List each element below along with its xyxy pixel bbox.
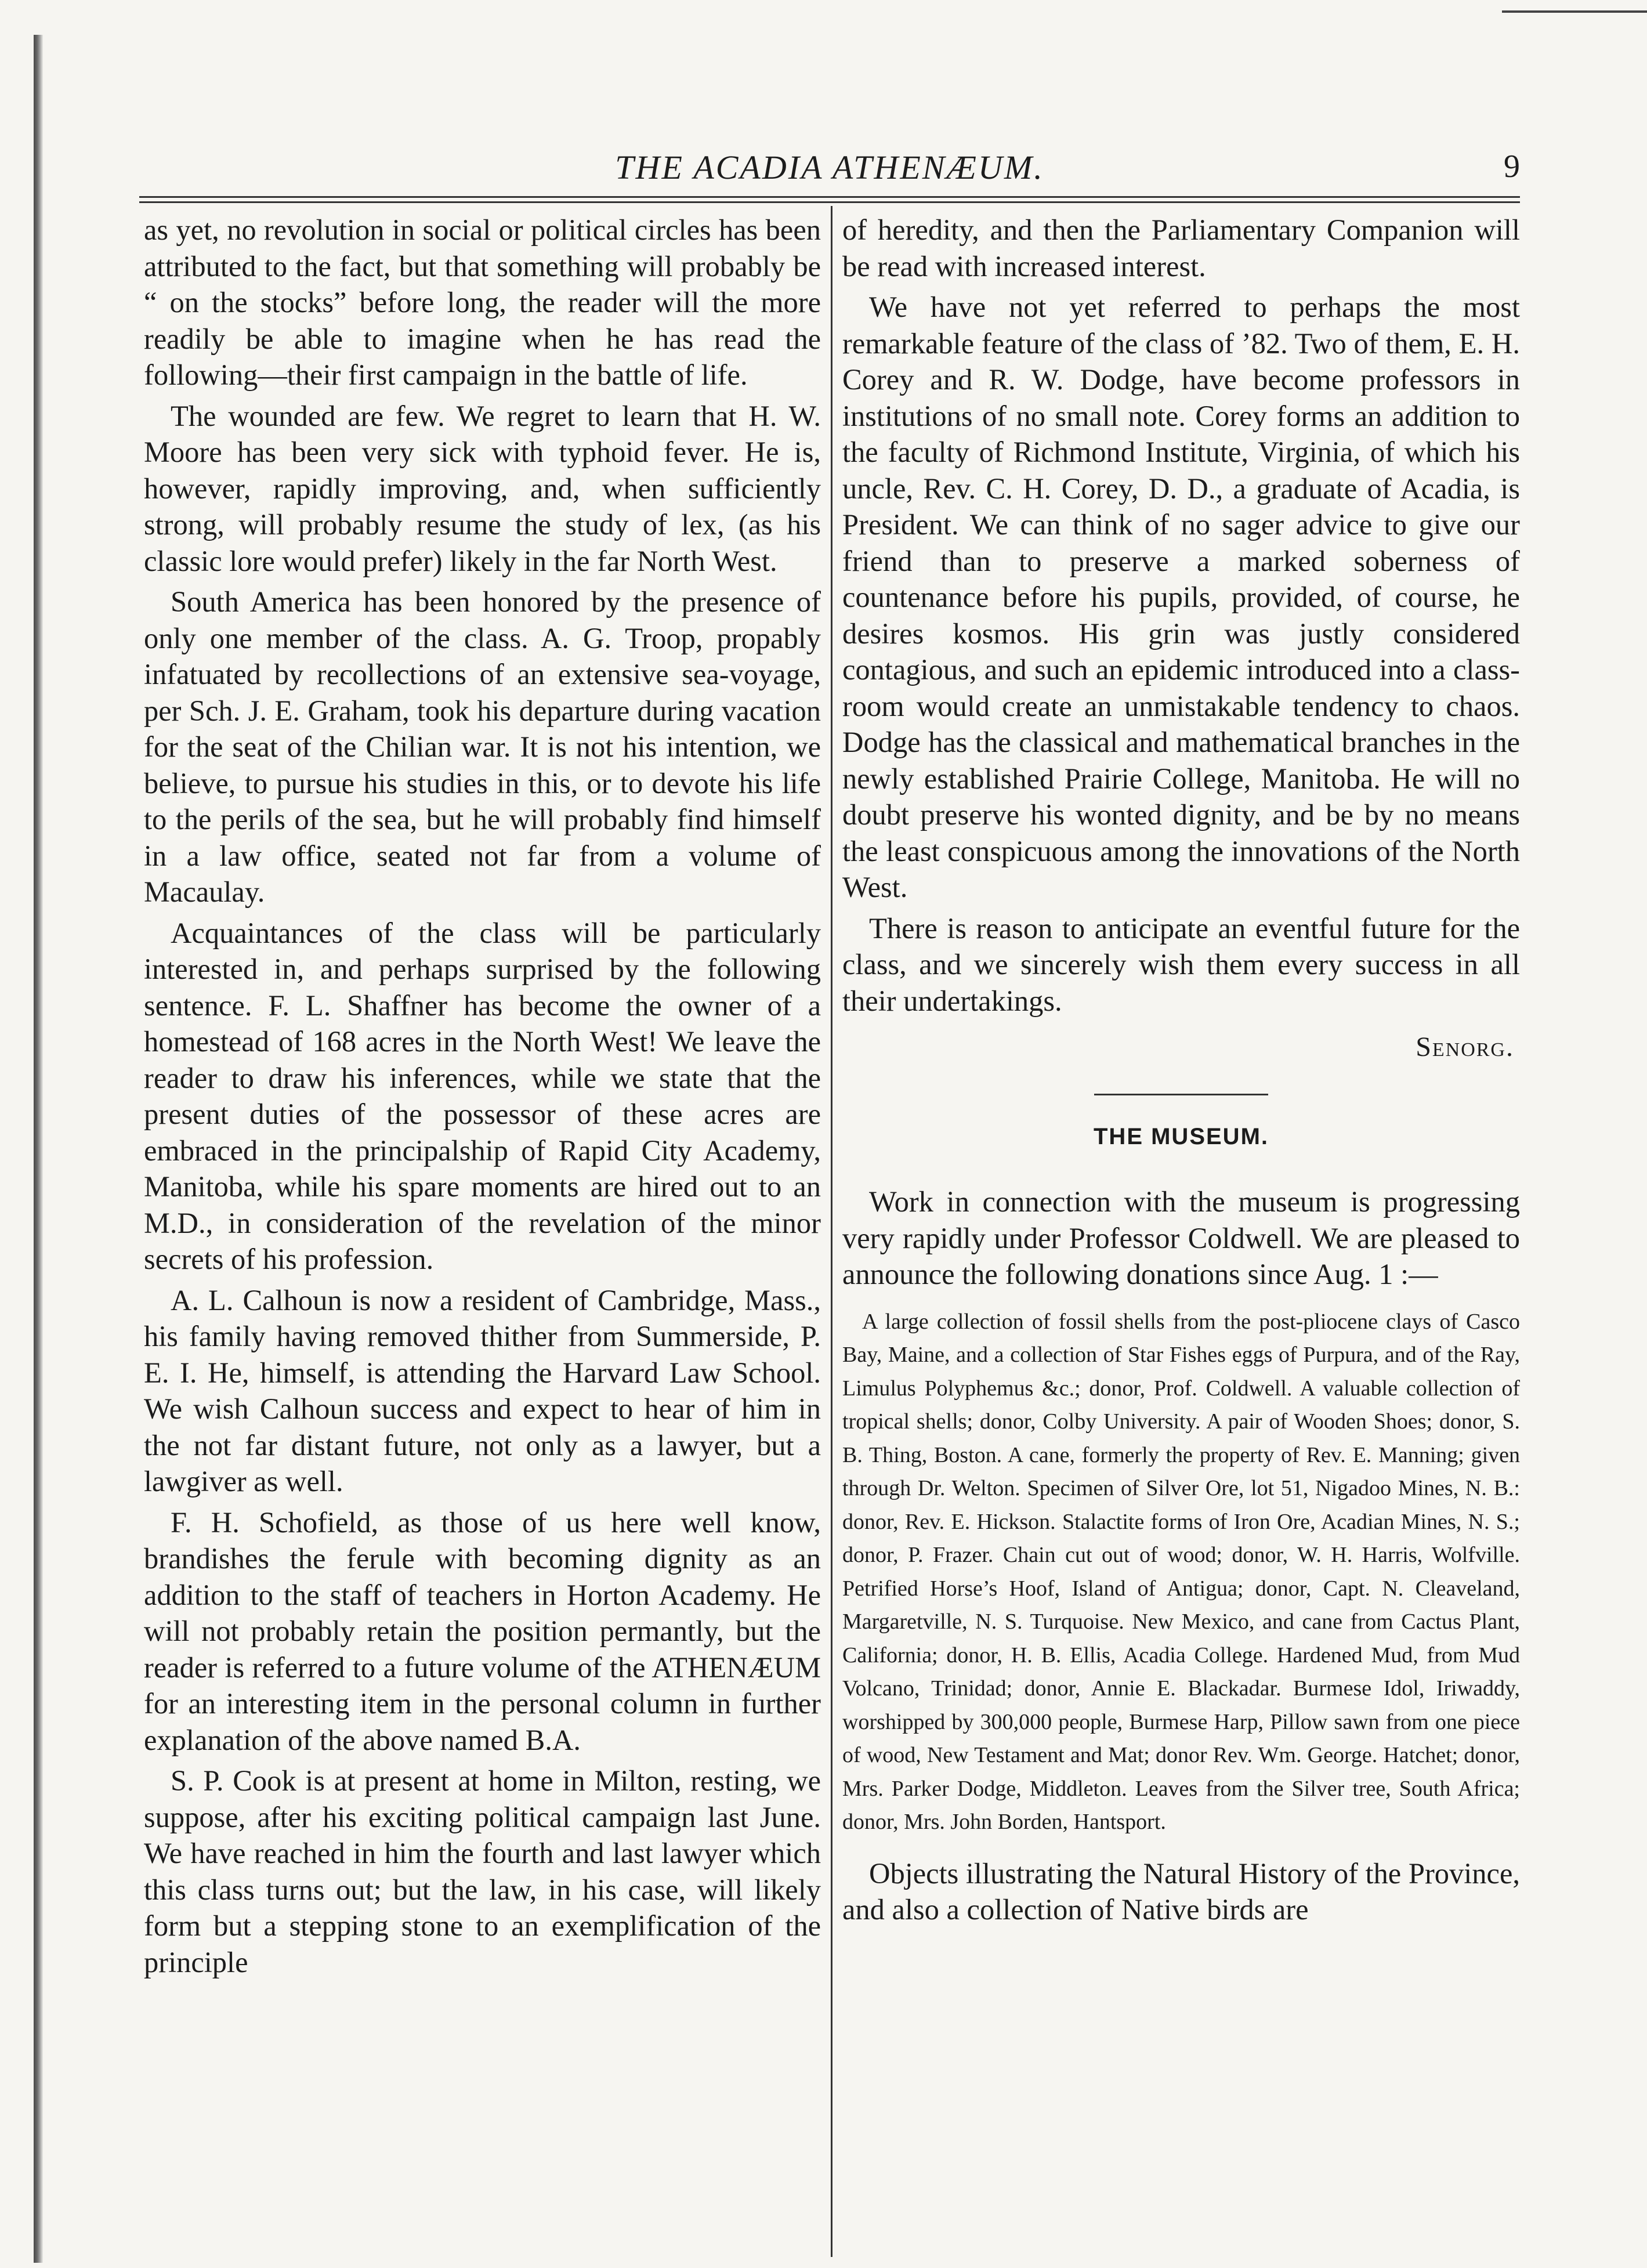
page-header bbox=[139, 148, 1520, 194]
section-separator bbox=[1094, 1094, 1268, 1095]
paragraph: The wounded are few. We regret to learn that H. W. Moore has been very sick with typhoid fever. He is, however, rapidly improving, and, when sufficiently strong, will probably resume the study of lex, (as his classic lore would prefer) likely in the far North West. bbox=[144, 399, 821, 577]
page-number: 9 bbox=[1504, 149, 1520, 185]
header-rule-bottom bbox=[139, 201, 1520, 203]
column-divider bbox=[831, 206, 832, 2257]
left-column bbox=[144, 212, 821, 1985]
running-title: THE ACADIA ATHENÆUM. bbox=[615, 149, 1044, 186]
museum-intro: Work in connection with the museum is progressing very rapidly under Professor Coldwell. We are pleased to announce the following donations since Aug. 1 :— bbox=[842, 1185, 1520, 1290]
paragraph: as yet, no revolution in social or political circles has been attributed to the fact, but that something will probably be “ on the stocks” before long, the reader will the more readily be able to imagine when he has read the following—their first campaign in the battle of life. bbox=[144, 214, 821, 391]
paragraph: South America has been honored by the presence of only one member of the class. A. G. Troop, propably infatuated by recollections of an extensive sea-voyage, per Sch. J. E. Graham, took his departure during vacation for the seat of the Chilian war. It is not his intention, we believe, to pursue his studies in this, or to devote his life to the perils of the sea, but he will probably find himself in a law office, seated not far from a volume of Macaulay. bbox=[144, 585, 821, 908]
author-signature: Senorg. bbox=[1416, 1032, 1514, 1062]
paragraph: S. P. Cook is at present at home in Milton, resting, we suppose, after his exciting political campaign last June. We have reached in him the fourth and last lawyer which this class turns out; but the law, in his case, will likely form but a stepping stone to an exemplification of the principle bbox=[144, 1764, 821, 1978]
right-column bbox=[842, 212, 1520, 1933]
paragraph: There is reason to anticipate an eventful future for the class, and we sincerely wish them every success in all their undertakings. bbox=[842, 911, 1520, 1017]
header-rule-top bbox=[139, 196, 1520, 198]
paragraph: of heredity, and then the Parliamentary Companion will be read with increased interest. bbox=[842, 214, 1520, 283]
museum-heading: THE MUSEUM. bbox=[1094, 1123, 1269, 1149]
closing-paragraph: Objects illustrating the Natural History of the Province, and also a collection of Native birds are bbox=[842, 1857, 1520, 1926]
corner-rule bbox=[1502, 10, 1647, 13]
donations-list: A large collection of fossil shells from the post-pliocene clays of Casco Bay, Maine, and a collection of Star Fishes eggs of Purpura, and of the Ray, Limulus Polyphemus &c.; donor, Prof. Coldwell. A valuable collection of tropical shells; donor, Colby University. A pair of Wooden Shoes; donor, S. B. Thing, Boston. A cane, formerly the property of Rev. E. Manning; given through Dr. Welton. Specimen of Silver Ore, lot 51, Nigadoo Mines, N. B.: donor, Rev. E. Hickson. Stalactite forms of Iron Ore, Acadian Mines, N. S.; donor, P. Frazer. Chain cut out of wood; donor, W. H. Harris, Wolfville. Petrified Horse’s Hoof, Island of Antigua; donor, Capt. N. Cleaveland, Margaretville, N. S. Turquoise. New Mexico, and cane from Cactus Plant, California; donor, H. B. Ellis, Acadia College. Hardened Mud, from Mud Volcano, Trinidad; donor, Annie E. Blackadar. Burmese Idol, Iriwaddy, worshipped by 300,000 people, Burmese Harp, Pillow sawn from one piece of wood, New Testament and Mat; donor Rev. Wm. George. Hatchet; donor, Mrs. Parker Dodge, Middleton. Leaves from the Silver tree, South Africa; donor, Mrs. John Borden, Hantsport. bbox=[842, 1309, 1520, 1834]
paragraph: A. L. Calhoun is now a resident of Cambridge, Mass., his family having removed thither from Summerside, P. E. I. He, himself, is attending the Harvard Law School. We wish Calhoun success and expect to hear of him in the not far distant future, not only as a lawyer, but a lawgiver as well. bbox=[144, 1283, 821, 1497]
paragraph: Acquaintances of the class will be particularly interested in, and perhaps surprised by the following sentence. F. L. Shaffner has become the owner of a homestead of 168 acres in the North West! We leave the reader to draw his inferences, while we state that the present duties of the possessor of these acres are embraced in the principalship of Rapid City Academy, Manitoba, while his spare moments are hired out to an M.D., in consideration of the revelation of the minor secrets of his profession. bbox=[144, 916, 821, 1275]
binding-edge bbox=[34, 35, 43, 2263]
paragraph: F. H. Schofield, as those of us here well know, brandishes the ferule with becoming dignity as an addition to the staff of teachers in Horton Academy. He will not probably retain the position permantly, but the reader is referred to a future volume of the ATHENÆUM for an interesting item in the personal column in further explanation of the above named B.A. bbox=[144, 1506, 821, 1756]
paragraph: We have not yet referred to perhaps the most remarkable feature of the class of ’82. Two of them, E. H. Corey and R. W. Dodge, have become professors in institutions of no small note. Corey forms an addition to the faculty of Richmond Institute, Virginia, of which his uncle, Rev. C. H. Corey, D. D., a graduate of Acadia, is President. We can think of no sager advice to give our friend than to preserve a marked soberness of countenance before his pupils, provided, of course, he desires kosmos. His grin was justly considered contagious, and such an epidemic introduced into a class-room would create an unmistakable tendency to chaos. Dodge has the classical and mathematical branches in the newly established Prairie College, Manitoba. He will no doubt preserve his wonted dignity, and be by no means the least conspicuous among the innovations of the North West. bbox=[842, 291, 1520, 903]
